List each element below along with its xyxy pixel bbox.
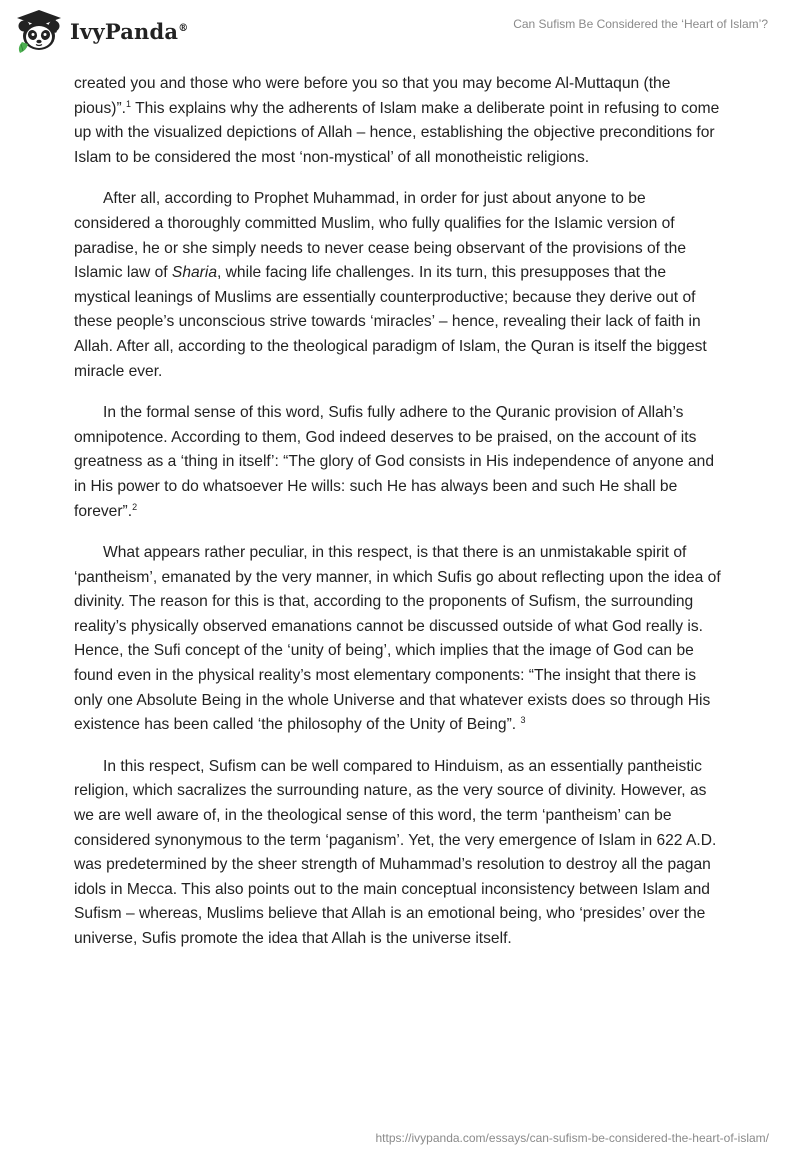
panda-logo-icon [14, 6, 64, 56]
brand-logo[interactable] [14, 6, 188, 56]
footnote-ref-3[interactable]: 3 [520, 715, 526, 726]
brand-name-text: IvyPanda [70, 18, 179, 44]
footnote-ref-2[interactable]: 2 [132, 501, 138, 512]
paragraph-2-before: After all, according to Prophet Muhammad, in order for just about anyone to be considered a thoroughly committed Muslim, who fully qualifies for the Islamic version of paradise, he or she simply needs to never cease being observant of the provisions of the Islamic law of [74, 190, 686, 282]
brand-name [70, 19, 188, 44]
document-title: Can Sufism Be Considered the ‘Heart of Islam’? [513, 17, 768, 31]
page-header [0, 0, 800, 62]
paragraph-3-text: In the formal sense of this word, Sufis fully adhere to the Quranic provision of Allah’s omnipotence. According to them, God indeed deserves to be praised, on the account of its greatness as a ‘thing in itself’: “The glory of God consists in His independence of anyone and in His power to do whatsoever He wills: such He has always been and such He shall be forever”. [74, 404, 714, 520]
registered-mark: ® [178, 22, 189, 34]
paragraph-5 [74, 755, 724, 952]
essay-body [74, 72, 724, 969]
paragraph-2 [74, 187, 724, 384]
paragraph-1 [74, 72, 724, 170]
sharia-term: Sharia [171, 264, 217, 282]
paragraph-4-text: What appears rather peculiar, in this respect, is that there is an unmistakable spirit of ‘pantheism’, emanated by the very manner, in which Sufis go about reflecting upon the idea of divinity. The reason for this is that, according to the proponents of Sufism, the surrounding reality’s physically observed emanations cannot be discussed outside of what God really is. Hence, the Sufi concept of the ‘unity of being’, which implies that the image of God can be found even in the physical reality’s most elementary components: “The insight that there is only one Absolute Being in the whole Universe and that whatever exists does so through His existence has been called ‘the philosophy of the Unity of Being”. [74, 544, 721, 734]
footnote-ref-1[interactable]: 1 [126, 98, 132, 109]
paragraph-1-text: created you and those who were before you so that you may become Al-Muttaqun (the pious)”. [74, 75, 671, 117]
source-url[interactable]: https://ivypanda.com/essays/can-sufism-be-considered-the-heart-of-islam/ [375, 1131, 769, 1145]
paragraph-3 [74, 401, 724, 524]
paragraph-1-rest: This explains why the adherents of Islam make a deliberate point in refusing to come up with the visualized depictions of Allah – hence, establishing the objective preconditions for Islam to be considered the most ‘non-mystical’ of all monotheistic religions. [74, 99, 720, 166]
paragraph-4 [74, 541, 724, 738]
paragraph-5-text: In this respect, Sufism can be well compared to Hinduism, as an essentially pantheistic religion, which sacralizes the surrounding nature, as the very source of divinity. However, as we are well aware of, in the theological sense of this word, the term ‘pantheism’ can be considered synonymous to the term ‘paganism’. Yet, the very emergence of Islam in 622 A.D. was predetermined by the sheer strength of Muhammad’s resolution to destroy all the pagan idols in Mecca. This also points out to the main conceptual inconsistency between Islam and Sufism – whereas, Muslims believe that Allah is an emotional being, who ‘presides’ over the universe, Sufis promote the idea that Allah is the universe itself. [74, 757, 717, 947]
paragraph-2-after: , while facing life challenges. In its turn, this presupposes that the mystical leanings of Muslims are essentially counterproductive; because they derive out of these people’s unconscious strive towards ‘miracles’ – hence, revealing their lack of faith in Allah. After all, according to the theological paradigm of Islam, the Quran is itself the biggest miracle ever. [74, 264, 707, 380]
